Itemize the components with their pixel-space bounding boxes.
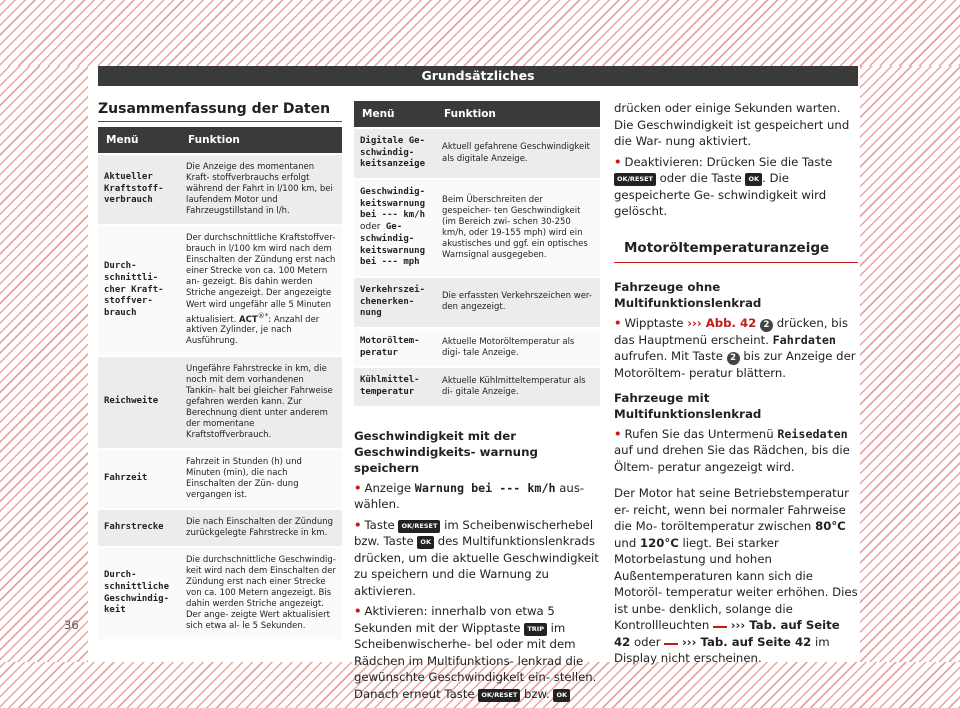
ok-reset-key-icon: OK/RESET xyxy=(398,520,440,533)
row-key: Reichweite xyxy=(98,356,180,449)
act-label: ACT xyxy=(239,314,258,325)
table-row xyxy=(98,154,342,225)
table-row xyxy=(354,179,600,277)
mono-text: Reisedaten xyxy=(777,426,848,441)
row-desc: Beim Überschreiten der gespeicher- ten Geschwindigkeit (im Bereich zwi- schen 30-250 km/h, oder 19-155 mph) wird ein akustisches und ggf. ein optisches Warnsignal ausgegeben. xyxy=(436,179,600,277)
table-header xyxy=(354,101,600,128)
table-row xyxy=(354,277,600,328)
bullet-icon: • xyxy=(614,315,622,330)
act-text: : Anzahl der aktiven Zylinder, je nach Ausführung. xyxy=(186,314,320,347)
text: oder die Taste xyxy=(655,171,746,185)
text: im Scheibenwischerhebel bzw. Taste xyxy=(354,517,594,549)
table-row xyxy=(354,367,600,405)
summary-heading: Zusammenfassung der Daten xyxy=(98,86,342,122)
table-link[interactable]: ››› Tab. auf Seite 42 xyxy=(614,618,840,649)
oil-level-warning-icon xyxy=(664,635,678,645)
row-key: Aktueller Kraftstoff- verbrauch xyxy=(98,154,180,225)
table-link[interactable]: ››› Tab. auf Seite 42 xyxy=(681,634,812,649)
row-desc: Fahrzeit in Stunden (h) und Minuten (min), die nach Einschalten der Zün- dung vergangen ist. xyxy=(180,449,342,509)
left-column xyxy=(98,86,342,639)
callout-2-icon: 2 xyxy=(760,319,773,332)
right-column xyxy=(614,100,858,671)
row-key: Digitale Ge- schwindig- keitsanzeige xyxy=(354,128,436,179)
text: des Multifunktionslenkrads drücken, um die aktuelle Geschwindigkeit zu speichern und die Warnung zu aktivieren. xyxy=(354,534,599,598)
text: Aktivieren: innerhalb von etwa 5 Sekunden mit der Wipptaste xyxy=(354,604,555,635)
table-row xyxy=(98,225,342,355)
text: Deaktivieren: Drücken Sie die Taste xyxy=(624,154,833,169)
row-key: Durch- schnittliche Geschwindig- keit xyxy=(98,547,180,639)
text: auf und drehen Sie das Rädchen, bis die Öltem- peratur angezeigt wird. xyxy=(614,443,850,474)
row-key-cell xyxy=(354,179,436,277)
col-function: Funktion xyxy=(180,127,342,154)
bullet-icon: • xyxy=(354,604,362,619)
temp-high: 120°C xyxy=(639,535,679,550)
page-number: 36 xyxy=(64,618,79,632)
chapter-title: Grundsätzliches xyxy=(98,66,858,86)
row-desc: Die Anzeige des momentanen Kraft- stoffverbrauchs erfolgt während der Fahrt in l/100 km, bei laufendem Motor und Fahrzeugstillstand in l/h. xyxy=(180,154,342,225)
row-desc: Aktuelle Kühlmitteltemperatur als di- gitale Anzeige. xyxy=(436,367,600,405)
col-menu: Menü xyxy=(354,101,436,128)
without-mfsw-heading: Fahrzeuge ohne Multifunktionslenkrad xyxy=(614,279,762,310)
text: bzw. xyxy=(520,686,554,701)
row-desc: Ungefähre Fahrstrecke in km, die noch mit dem vorhandenen Tankin- halt bei gleicher Fahrweise gefahren werden kann. Zur Berechnung dient unter anderem der momentane Kraftstoffverbrauch. xyxy=(180,356,342,449)
text: bis zur Anzeige der Motoröltem- peratur blättern. xyxy=(614,349,856,380)
page-border-left xyxy=(0,66,88,662)
row-desc: Die nach Einschalten der Zündung zurückgelegte Fahrstrecke in km. xyxy=(180,509,342,547)
row-desc-cell xyxy=(180,225,342,355)
ok-reset-key-icon: OK/RESET xyxy=(614,173,656,186)
ok-key-icon: OK xyxy=(553,689,570,702)
speed-heading: Geschwindigkeit mit der Geschwindigkeits- warnung speichern xyxy=(354,428,538,475)
temp-low: 80°C xyxy=(815,519,846,533)
row-key: Kühlmittel- temperatur xyxy=(354,367,436,405)
text: Der Motor hat seine Betriebstemperatur er- reicht, wenn bei normaler Fahrweise die Mo- toröltemperatur zwischen xyxy=(614,486,849,533)
bullet-icon: • xyxy=(614,154,622,169)
with-mfsw-heading: Fahrzeuge mit Multifunktionslenkrad xyxy=(614,390,762,421)
trip-key-icon: TRIP xyxy=(524,623,547,636)
row-key: Motoröltem- peratur xyxy=(354,328,436,367)
act-sup: ®* xyxy=(257,310,269,320)
page-border-top xyxy=(0,0,960,66)
table-row xyxy=(354,128,600,179)
ok-key-icon: OK xyxy=(745,173,762,186)
bullet-activate xyxy=(354,603,600,702)
row-desc: Die erfassten Verkehrszeichen wer- den angezeigt. xyxy=(436,277,600,328)
middle-column xyxy=(354,86,600,706)
row-key-or: oder xyxy=(360,222,381,233)
text: drücken, bis das Hauptmenü erscheint. xyxy=(614,315,848,347)
row-key-2: Ge- schwindig- keitswarnung bei --- mph xyxy=(360,222,426,268)
bullet-store xyxy=(354,517,600,600)
text: aus- wählen. xyxy=(354,480,585,512)
row-desc: Die durchschnittliche Geschwindig- keit wird nach dem Einschalten der Zündung erst nach einer Strecke von ca. 100 Metern angezeigt. Bis dahin werden Striche angezeigt. Der ange- zeigte Wert aktualisiert sich etwa al- le 5 Sekunden. xyxy=(180,547,342,639)
text: Wipptaste xyxy=(624,315,688,330)
row-key: Durch- schnittli- cher Kraft- stoffver- brauch xyxy=(98,225,180,355)
ok-key-icon: OK xyxy=(417,536,434,549)
text: aufrufen. Mit Taste xyxy=(614,349,727,363)
row-key: Verkehrszei- chenerken- nung xyxy=(354,277,436,328)
text: Taste xyxy=(364,517,399,532)
mono-text: Warnung bei --- km/h xyxy=(414,480,556,495)
page-border-right xyxy=(860,66,960,662)
bullet-with-mfsw xyxy=(614,426,858,476)
text: Anzeige xyxy=(364,480,415,495)
summary-table xyxy=(98,127,342,639)
paragraph-operating-temp xyxy=(614,485,858,667)
callout-2-icon: 2 xyxy=(727,352,740,365)
bullet-without-mfsw xyxy=(614,315,858,382)
table-row xyxy=(98,547,342,639)
table-row xyxy=(98,509,342,547)
bullet-icon: • xyxy=(354,480,362,495)
table-header xyxy=(98,127,342,154)
col-menu: Menü xyxy=(98,127,180,154)
text: oder xyxy=(630,634,665,649)
row-key: Fahrzeit xyxy=(98,449,180,509)
table-row xyxy=(98,356,342,449)
text: liegt. Bei starker Motorbelastung und hohen Außentemperaturen kann sich die Motoröl- temperatur weiter erhöhen. Dies ist unbe- denklich, solange die Kontrollleuchten xyxy=(614,535,858,632)
text: und xyxy=(614,535,640,550)
text: im Scheibenwischerhe- bel oder mit dem Rädchen im Multifunktions- lenkrad die gewünschte Geschwindigkeit ein- stellen. Danach erneut Taste xyxy=(354,620,597,701)
bullet-select xyxy=(354,480,600,513)
row-desc: Der durchschnittliche Kraftstoffver- brauch in l/100 km wird nach dem Einschalten der Zündung erst nach einer Strecke von ca. 100 Metern an- gezeigt. Bis dahin werden Striche angezeigt. Der angezeigte Wert wird ungefähr alle 5 Minuten aktualisiert. xyxy=(186,233,336,325)
page-content xyxy=(98,86,858,701)
speed-section xyxy=(354,428,600,703)
text: Rufen Sie das Untermenü xyxy=(624,426,778,441)
bullet-icon: • xyxy=(354,517,362,532)
mono-text: Fahrdaten xyxy=(772,332,836,347)
bullet-deactivate xyxy=(614,154,858,220)
row-desc: Aktuell gefahrene Geschwindigkeit als digitale Anzeige. xyxy=(436,128,600,179)
bullet-icon: • xyxy=(614,426,622,441)
row-desc: Aktuelle Motoröltemperatur als digi- tale Anzeige. xyxy=(436,328,600,367)
row-key: Geschwindig- keitswarnung bei --- km/h xyxy=(360,187,426,221)
row-key: Fahrstrecke xyxy=(98,509,180,547)
oil-temp-section-heading: Motoröltemperaturanzeige xyxy=(614,240,858,263)
display-table xyxy=(354,101,600,406)
col-function: Funktion xyxy=(436,101,600,128)
text: im Display nicht erscheinen. xyxy=(614,634,830,665)
paragraph-continue: drücken oder einige Sekunden warten. Die Geschwindigkeit ist gespeichert und die War- nung aktiviert. xyxy=(614,101,850,148)
text: . Die gespeicherte Ge- schwindigkeit wird gelöscht. xyxy=(614,171,827,218)
figure-link[interactable]: ››› Abb. 42 xyxy=(687,315,757,330)
table-row xyxy=(98,449,342,509)
table-row xyxy=(354,328,600,367)
oil-pressure-warning-icon xyxy=(713,618,727,628)
ok-reset-key-icon: OK/RESET xyxy=(478,689,520,702)
